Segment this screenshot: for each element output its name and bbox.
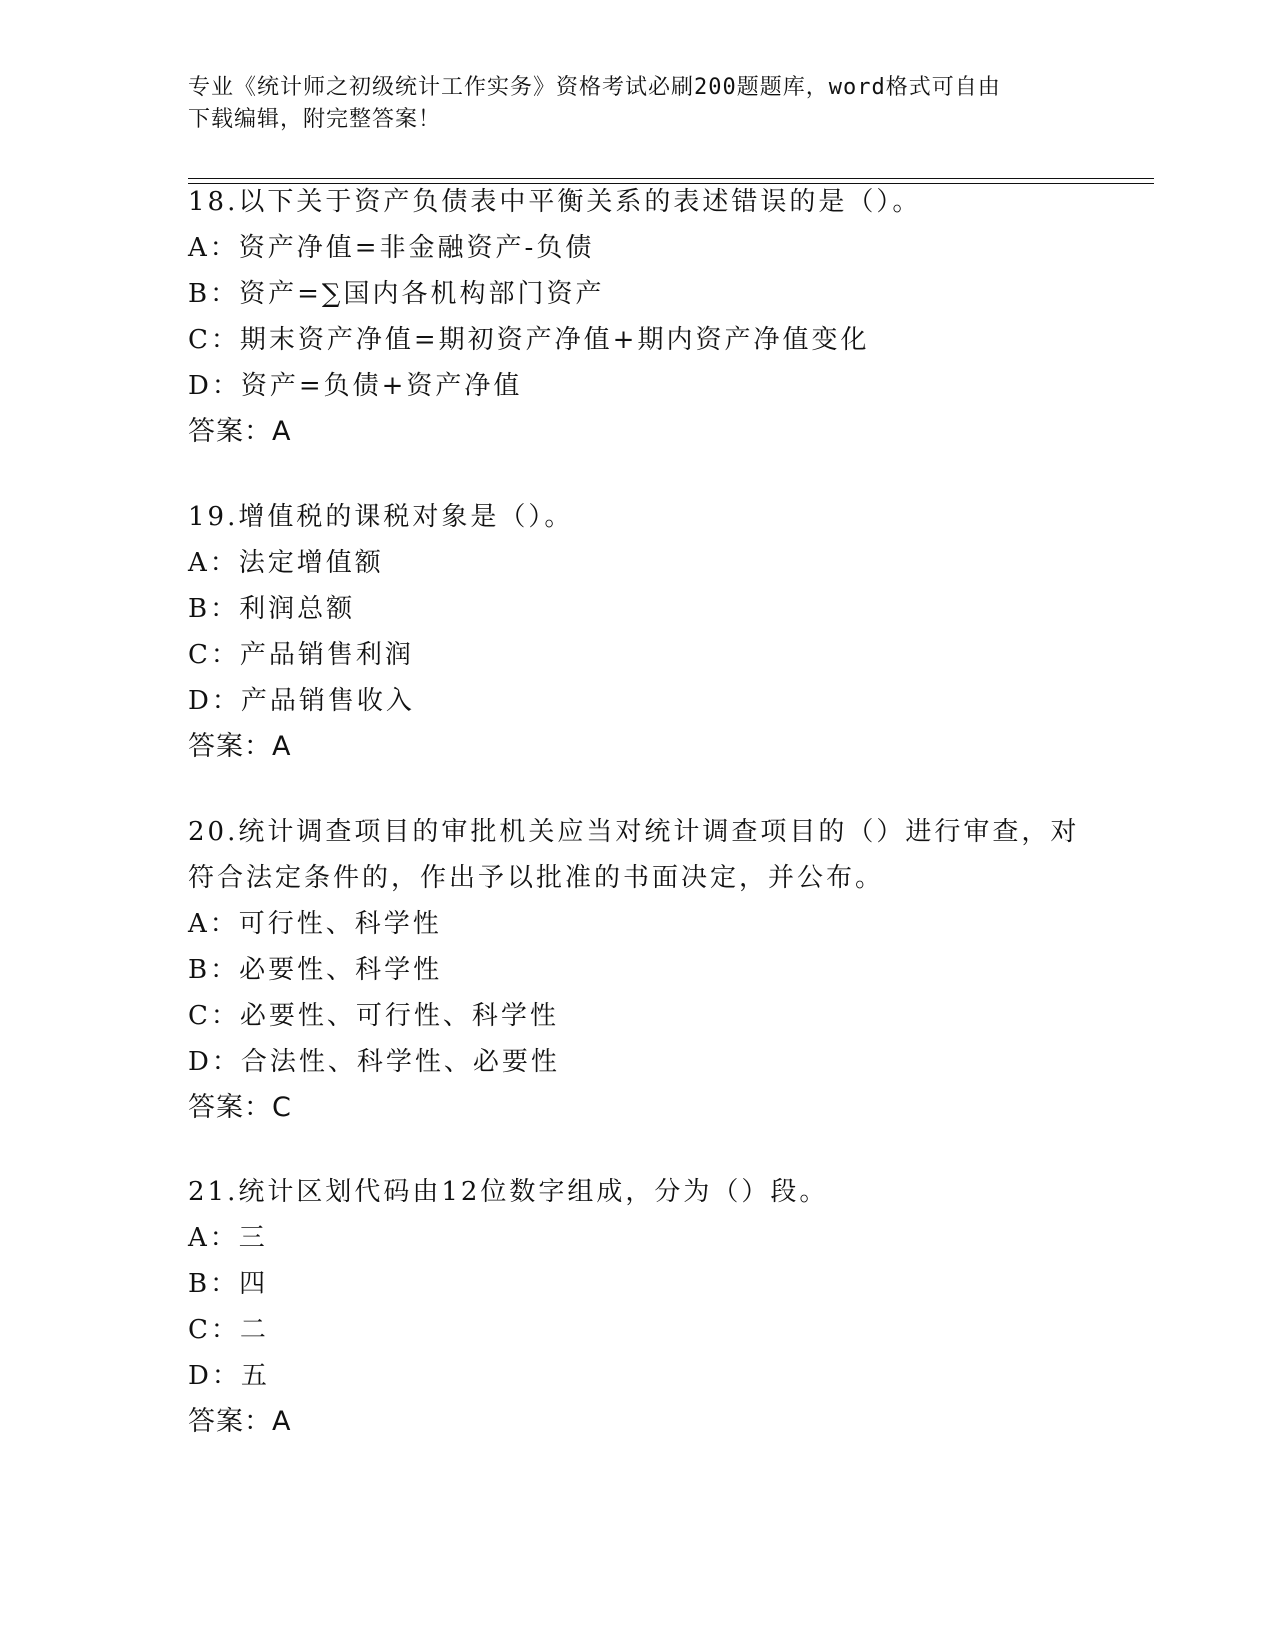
answer-label: 答案：A [188, 731, 292, 762]
option-b: B：利润总额 [188, 594, 356, 624]
document-header [188, 72, 1068, 136]
option-d: D：资产=负债+资产净值 [188, 371, 523, 401]
option-b: B：必要性、科学性 [188, 955, 443, 985]
header-line-1: 专业《统计师之初级统计工作实务》资格考试必刷200题题库，word格式可自由 [188, 75, 1001, 100]
header-line-2: 下载编辑，附完整答案！ [188, 107, 442, 132]
question-stem-line-2: 符合法定条件的，作出予以批准的书面决定，并公布。 [188, 863, 885, 893]
option-a: A：法定增值额 [188, 548, 384, 578]
option-c: C：期末资产净值=期初资产净值+期内资产净值变化 [188, 325, 870, 355]
question-stem: 19.增值税的课税对象是（）。 [188, 502, 574, 532]
option-d: D：产品销售收入 [188, 686, 415, 716]
option-c: C：产品销售利润 [188, 640, 414, 670]
question-stem-line-1: 20.统计调查项目的审批机关应当对统计调查项目的（）进行审查，对 [188, 817, 1080, 847]
question-19 [188, 494, 1108, 770]
answer-label: 答案：C [188, 1092, 292, 1123]
option-d: D：五 [188, 1361, 270, 1391]
option-b: B：四 [188, 1269, 269, 1299]
option-c: C：二 [188, 1315, 269, 1345]
option-a: A：可行性、科学性 [188, 909, 442, 939]
option-a: A：三 [188, 1223, 268, 1253]
question-stem: 18.以下关于资产负债表中平衡关系的表述错误的是（）。 [188, 187, 922, 217]
option-a: A：资产净值=非金融资产-负债 [188, 233, 595, 263]
question-18 [188, 179, 1108, 455]
option-c: C：必要性、可行性、科学性 [188, 1001, 559, 1031]
option-b: B：资产=∑国内各机构部门资产 [188, 279, 605, 309]
question-20 [188, 809, 1108, 1131]
answer-label: 答案：A [188, 416, 292, 447]
answer-label: 答案：A [188, 1406, 292, 1437]
question-stem: 21.统计区划代码由12位数字组成，分为（）段。 [188, 1177, 829, 1207]
question-21 [188, 1169, 1108, 1445]
option-d: D：合法性、科学性、必要性 [188, 1047, 560, 1077]
